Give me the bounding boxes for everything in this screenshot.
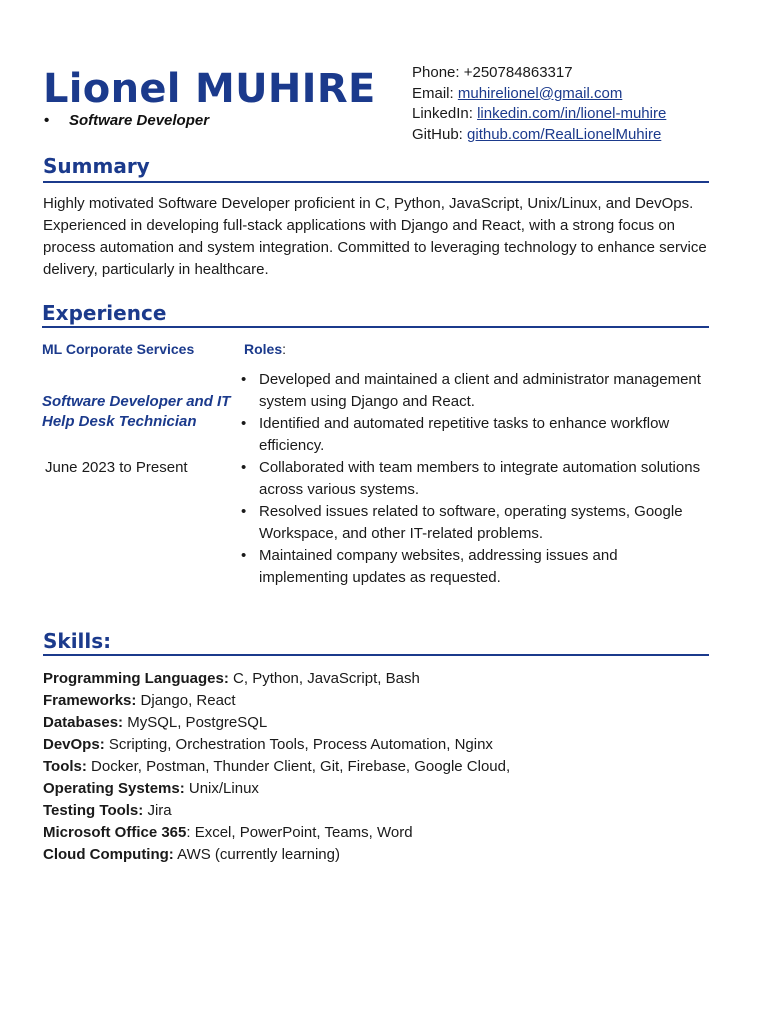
list-item (241, 369, 701, 413)
email-label: Email: (412, 84, 454, 102)
skill-value: Django, React (136, 692, 236, 709)
skill-row (43, 844, 510, 866)
role-text: Identified and automated repetitive tasks to enhance workflow efficiency. (259, 415, 670, 454)
list-bullet: • (241, 415, 247, 432)
linkedin-link[interactable]: linkedin.com/in/lionel-muhire (477, 105, 667, 122)
role-text: Resolved issues related to software, operating systems, Google Workspace, and other IT-related problems. (259, 503, 683, 542)
skill-row (43, 690, 510, 712)
candidate-name: Lionel MUHIRE (43, 66, 376, 112)
experience-job-title: Software Developer and IT Help Desk Technician (42, 393, 231, 430)
summary-divider (43, 181, 709, 183)
skill-row (43, 756, 510, 778)
skill-value: C, Python, JavaScript, Bash (228, 670, 420, 687)
skill-label: Databases: (43, 714, 124, 731)
skill-row (43, 778, 510, 800)
linkedin-label: LinkedIn: (412, 105, 473, 122)
contact-github (412, 125, 666, 146)
list-bullet: • (241, 547, 247, 564)
job-title: Software Developer (69, 112, 210, 129)
skill-value: Docker, Postman, Thunder Client, Git, Firebase, Google Cloud, (86, 758, 511, 775)
skill-label: Tools: (43, 758, 87, 775)
skill-row (43, 822, 510, 844)
skill-label: Programming Languages: (43, 670, 229, 687)
role-text: Developed and maintained a client and administrator management system using Django and React. (259, 371, 701, 410)
summary-heading: Summary (43, 154, 150, 178)
skill-value: Unix/Linux (184, 780, 259, 797)
role-text: Maintained company websites, addressing issues and implementing updates as requested. (259, 547, 618, 586)
list-item (241, 457, 701, 501)
roles-list (241, 369, 701, 589)
company-name: ML Corporate Services (42, 341, 195, 357)
phone-value: +250784863317 (463, 64, 573, 81)
roles-colon: : (282, 341, 287, 357)
skill-value: : Excel, PowerPoint, Teams, Word (186, 824, 413, 841)
summary-text: Highly motivated Software Developer proficient in C, Python, JavaScript, Unix/Linux, and DevOps. Experienced in developing full-stack applications with Django and React, with a strong focus on process automation and system integration. Committed to leveraging technology to enhance service delivery, particularly in healthcare. (43, 195, 707, 278)
skill-label: Operating Systems: (43, 780, 185, 797)
role-text: Collaborated with team members to integrate automation solutions across various systems. (259, 459, 701, 498)
roles-heading (244, 341, 286, 357)
experience-dates: June 2023 to Present (45, 459, 188, 476)
list-item (241, 545, 701, 589)
experience-divider (42, 326, 709, 328)
list-bullet: • (241, 371, 247, 388)
contact-email (412, 84, 666, 105)
skill-row (43, 712, 510, 734)
list-item (241, 413, 701, 457)
skill-label: Microsoft Office 365 (43, 824, 187, 841)
skills-heading: Skills: (43, 629, 112, 653)
skill-row (43, 734, 510, 756)
skill-row (43, 800, 510, 822)
github-link[interactable]: github.com/RealLionelMuhire (467, 125, 662, 143)
list-item (241, 501, 701, 545)
skills-list (43, 668, 510, 866)
skill-label: DevOps: (43, 736, 105, 753)
title-bullet: • (44, 112, 50, 129)
skill-row (43, 668, 510, 690)
email-link[interactable]: muhirelionel@gmail.com (457, 84, 623, 102)
contact-block (412, 63, 666, 145)
contact-phone (412, 63, 666, 84)
skills-divider (43, 654, 709, 656)
skill-label: Cloud Computing: (43, 846, 174, 863)
contact-linkedin (412, 104, 666, 125)
phone-label: Phone: (412, 64, 460, 81)
experience-heading: Experience (42, 301, 167, 325)
skill-label: Frameworks: (43, 692, 137, 709)
list-bullet: • (241, 459, 247, 476)
list-bullet: • (241, 503, 247, 520)
job-title-line (44, 112, 209, 129)
skill-value: Scripting, Orchestration Tools, Process Automation, Nginx (104, 736, 493, 753)
github-label: GitHub: (412, 125, 463, 143)
roles-label: Roles (244, 341, 283, 357)
skill-value: AWS (currently learning) (173, 846, 340, 863)
skill-value: Jira (143, 802, 172, 819)
skill-value: MySQL, PostgreSQL (123, 714, 268, 731)
skill-label: Testing Tools: (43, 802, 144, 819)
